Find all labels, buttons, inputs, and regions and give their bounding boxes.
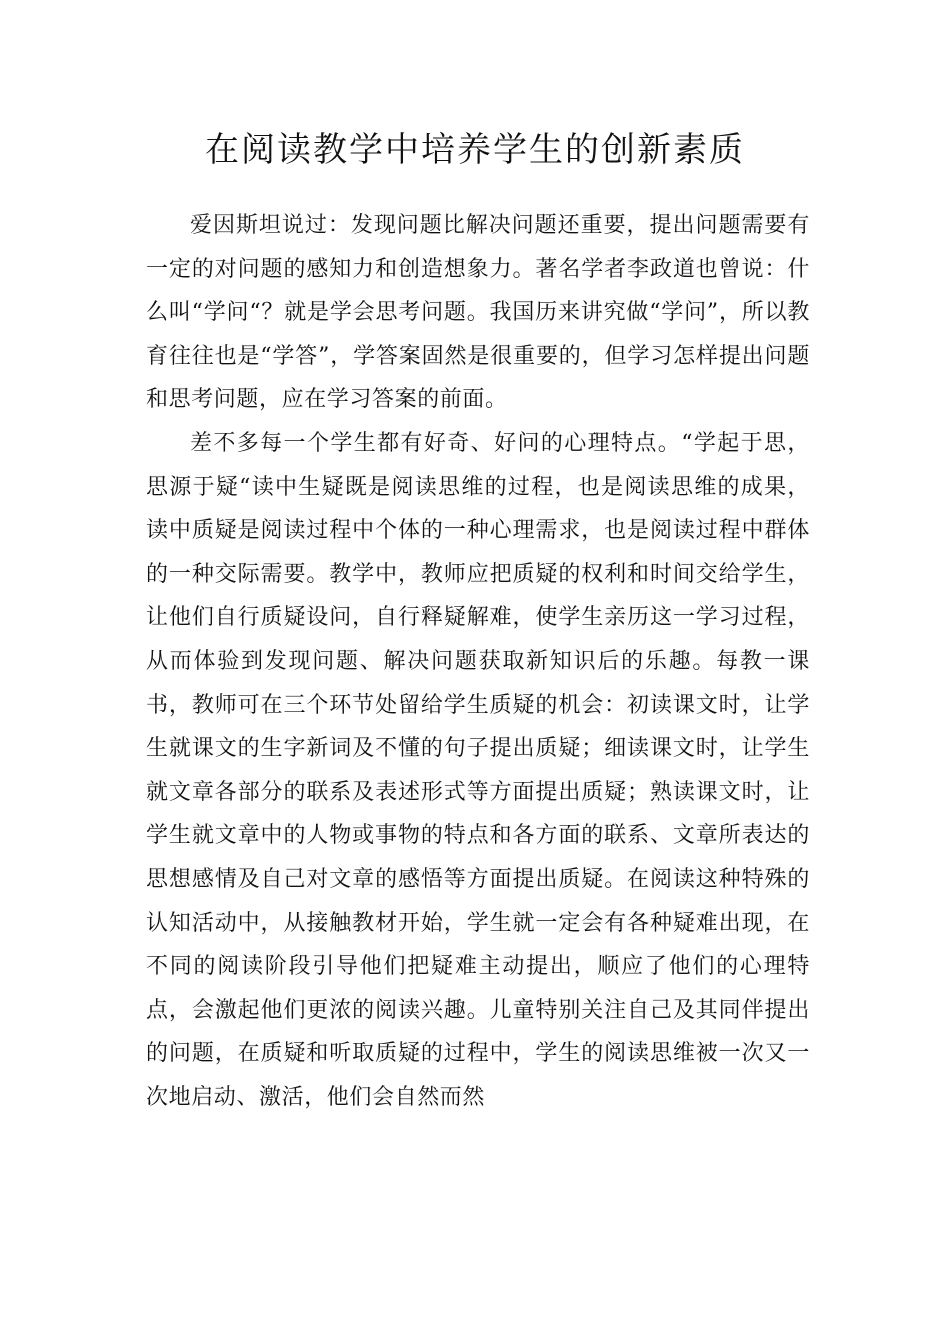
document-title: 在阅读教学中培养学生的创新素质 (205, 130, 745, 170)
paragraph-2: 差不多每一个学生都有好奇、好问的心理特点。“学起于思，思源于疑“读中生疑既是阅读思维的过程，也是阅读思维的成果，读中质疑是阅读过程中个体的一种心理需求，也是阅读过程中群体的一种交际需要。教学中，教师应把质疑的权利和时间交给学生，让他们自行质疑设问，自行释疑解难，使学生亲历这一学习过程，从而体验到发现问题、解决问题获取新知识后的乐趣。每教一课书，教师可在三个环节处留给学生质疑的机会：初读课文时，让学生就课文的生字新词及不懂的句子提出质疑；细读课文时，让学生就文章各部分的联系及表述形式等方面提出质疑；熟读课文时，让学生就文章中的人物或事物的特点和各方面的联系、文章所表达的思想感情及自己对文章的感悟等方面提出质疑。在阅读这种特殊的认知活动中，从接触教材开始，学生就一定会有各种疑难出现，在不同的阅读阶段引导他们把疑难主动提出，顺应了他们的心理特点，会激起他们更浓的阅读兴趣。儿童特别关注自己及其同伴提出的问题，在质疑和听取质疑的过程中，学生的阅读思维被一次又一次地启动、激活，他们会自然而然 (146, 430, 810, 1110)
document-body (146, 204, 810, 1119)
paragraph-1: 爱因斯坦说过：发现问题比解决问题还重要，提出问题需要有一定的对问题的感知力和创造想象力。著名学者李政道也曾说：什么叫“学问“？就是学会思考问题。我国历来讲究做“学问”，所以教育往往也是“学答”，学答案固然是很重要的，但学习怎样提出问题和思考问题，应在学习答案的前面。 (146, 213, 810, 413)
